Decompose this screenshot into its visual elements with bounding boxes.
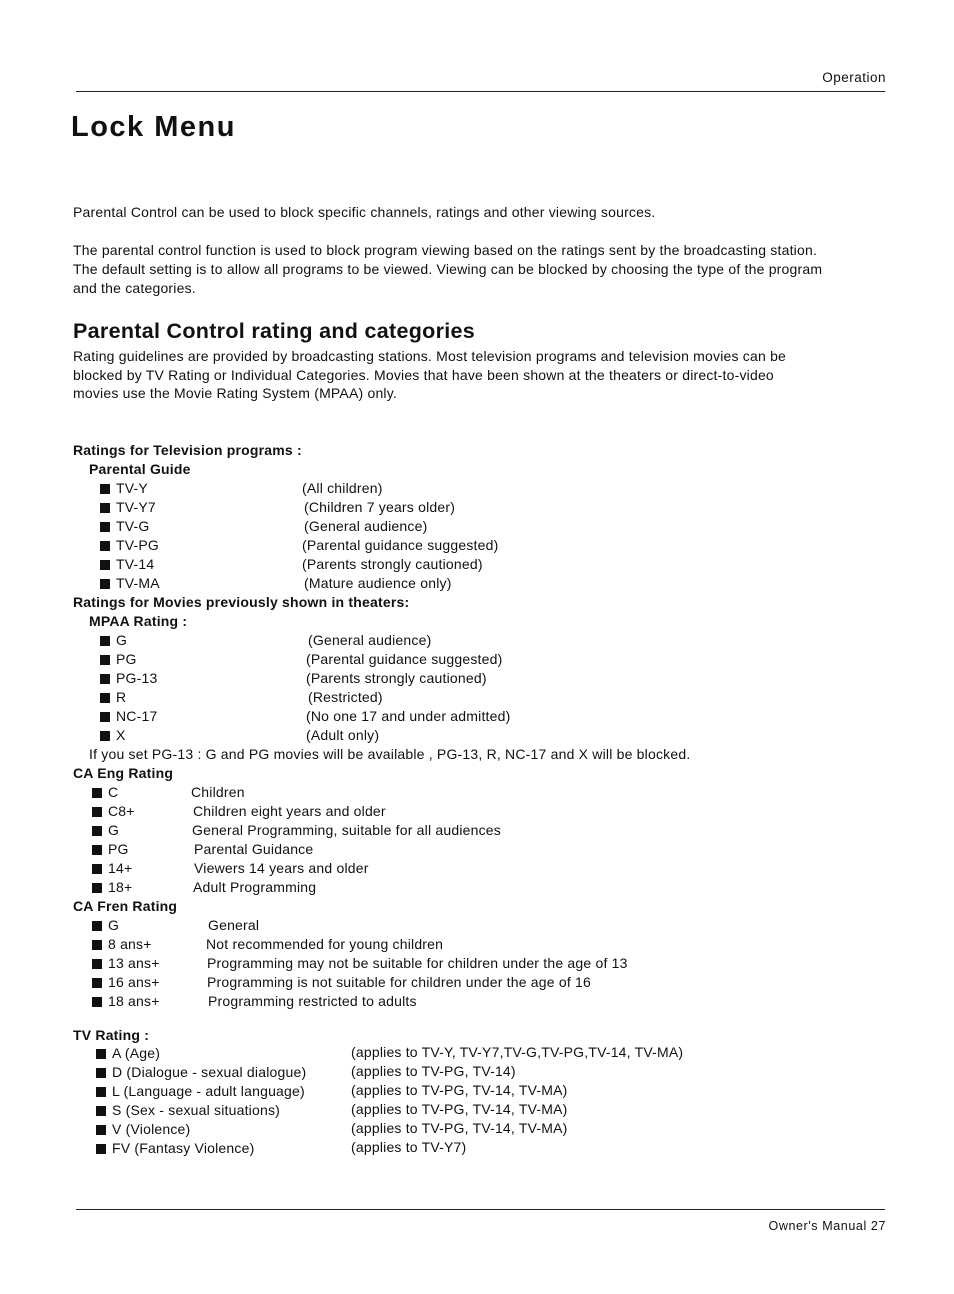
rating-desc: (General audience) (308, 632, 432, 648)
rating-desc: Programming is not suitable for children under the age of 16 (207, 974, 591, 990)
rating-desc: Programming restricted to adults (208, 993, 417, 1009)
intro-paragraph-1: Parental Control can be used to block specific channels, ratings and other viewing sources. (73, 204, 656, 220)
rating-code: A (Age) (112, 1045, 161, 1061)
rating-desc: Children eight years and older (193, 803, 386, 819)
rating-code: TV-MA (116, 575, 160, 591)
rating-code: TV-14 (116, 556, 155, 572)
rating-code: TV-G (116, 518, 150, 534)
list-bullet (96, 1068, 106, 1078)
page-title: Lock Menu (71, 111, 236, 143)
rating-code: PG-13 (116, 670, 158, 686)
rating-desc: Not recommended for young children (206, 936, 444, 952)
list-bullet (92, 997, 102, 1007)
list-bullet (100, 541, 110, 551)
tv-programs-heading: Ratings for Television programs : (73, 442, 302, 458)
list-bullet (96, 1049, 106, 1059)
intro-paragraph-2-line-2: The default setting is to allow all programs to be viewed. Viewing can be blocked by choosing the type of the program (73, 261, 823, 277)
list-bullet (100, 522, 110, 532)
rating-code: PG (116, 651, 137, 667)
list-bullet (92, 959, 102, 969)
rating-code: V (Violence) (112, 1121, 191, 1137)
ca-fren-heading: CA Fren Rating (73, 898, 178, 914)
list-bullet (92, 921, 102, 931)
section-text-line-1: Rating guidelines are provided by broadcasting stations. Most television programs and television movies can be (73, 348, 787, 364)
list-bullet (100, 655, 110, 665)
rating-desc: General Programming, suitable for all audiences (192, 822, 501, 838)
rating-desc: Adult Programming (193, 879, 317, 895)
list-bullet (96, 1087, 106, 1097)
list-bullet (100, 674, 110, 684)
rating-desc: Children (191, 784, 245, 800)
rating-code: PG (108, 841, 129, 857)
list-bullet (96, 1106, 106, 1116)
rating-desc: (applies to TV-PG, TV-14) (351, 1063, 516, 1079)
movies-heading: Ratings for Movies previously shown in theaters: (73, 594, 410, 610)
list-bullet (92, 826, 102, 836)
list-bullet (100, 636, 110, 646)
rating-desc: (General audience) (304, 518, 428, 534)
rating-code: R (116, 689, 127, 705)
header-divider (76, 91, 885, 92)
rating-code: 18+ (108, 879, 133, 895)
rating-desc: (applies to TV-PG, TV-14, TV-MA) (351, 1082, 568, 1098)
rating-code: C8+ (108, 803, 135, 819)
list-bullet (100, 503, 110, 513)
header-section-label: Operation (822, 70, 886, 85)
list-bullet (100, 579, 110, 589)
list-bullet (100, 712, 110, 722)
rating-code: NC-17 (116, 708, 158, 724)
list-bullet (92, 807, 102, 817)
rating-desc: Parental Guidance (194, 841, 314, 857)
rating-code: D (Dialogue - sexual dialogue) (112, 1064, 307, 1080)
list-bullet (92, 940, 102, 950)
section-text-line-2: blocked by TV Rating or Individual Categories. Movies that have been shown at the theaters or direct-to-video (73, 367, 774, 383)
section-title: Parental Control rating and categories (73, 319, 476, 343)
rating-code: TV-Y7 (116, 499, 156, 515)
rating-desc: General (208, 917, 260, 933)
rating-desc: (applies to TV-PG, TV-14, TV-MA) (351, 1101, 568, 1117)
list-bullet (92, 788, 102, 798)
rating-desc: (Children 7 years older) (304, 499, 456, 515)
rating-code: G (108, 822, 120, 838)
footer-divider (76, 1209, 885, 1210)
rating-desc: Viewers 14 years and older (194, 860, 369, 876)
rating-code: L (Language - adult language) (112, 1083, 305, 1099)
rating-code: C (108, 784, 119, 800)
rating-desc: (Adult only) (306, 727, 380, 743)
rating-code: 14+ (108, 860, 133, 876)
intro-paragraph-2-line-1: The parental control function is used to block program viewing based on the ratings sent by the broadcasting station. (73, 242, 818, 258)
rating-code: X (116, 727, 126, 743)
rating-desc: (No one 17 and under admitted) (306, 708, 511, 724)
rating-desc: (applies to TV-Y, TV-Y7,TV-G,TV-PG,TV-14, TV-MA) (351, 1044, 684, 1060)
rating-code: 13 ans+ (108, 955, 160, 971)
rating-code: S (Sex - sexual situations) (112, 1102, 281, 1118)
list-bullet (92, 864, 102, 874)
ca-eng-heading: CA Eng Rating (73, 765, 174, 781)
section-text-line-3: movies use the Movie Rating System (MPAA) only. (73, 385, 397, 401)
list-bullet (92, 978, 102, 988)
list-bullet (92, 845, 102, 855)
rating-code: FV (Fantasy Violence) (112, 1140, 255, 1156)
rating-desc: Programming may not be suitable for children under the age of 13 (207, 955, 628, 971)
list-bullet (96, 1144, 106, 1154)
rating-code: G (108, 917, 120, 933)
tv-programs-subheading: Parental Guide (89, 461, 191, 477)
rating-code: TV-Y (116, 480, 148, 496)
rating-code: 8 ans+ (108, 936, 152, 952)
rating-code: 16 ans+ (108, 974, 160, 990)
movies-note: If you set PG-13 : G and PG movies will be available , PG-13, R, NC-17 and X will be blocked. (89, 746, 691, 762)
tv-rating-heading: TV Rating : (73, 1027, 150, 1043)
rating-desc: (Restricted) (308, 689, 383, 705)
intro-paragraph-2-line-3: and the categories. (73, 280, 196, 296)
list-bullet (92, 883, 102, 893)
movies-subheading: MPAA Rating : (89, 613, 188, 629)
rating-desc: (Mature audience only) (304, 575, 452, 591)
rating-desc: (Parents strongly cautioned) (306, 670, 487, 686)
rating-code: 18 ans+ (108, 993, 160, 1009)
list-bullet (100, 560, 110, 570)
list-bullet (100, 731, 110, 741)
footer-page-label: Owner's Manual 27 (768, 1219, 886, 1233)
rating-desc: (applies to TV-Y7) (351, 1139, 467, 1155)
list-bullet (100, 484, 110, 494)
rating-desc: (Parents strongly cautioned) (302, 556, 483, 572)
rating-desc: (Parental guidance suggested) (302, 537, 499, 553)
rating-desc: (All children) (302, 480, 383, 496)
rating-code: TV-PG (116, 537, 160, 553)
rating-desc: (Parental guidance suggested) (306, 651, 503, 667)
list-bullet (100, 693, 110, 703)
list-bullet (96, 1125, 106, 1135)
rating-desc: (applies to TV-PG, TV-14, TV-MA) (351, 1120, 568, 1136)
rating-code: G (116, 632, 128, 648)
